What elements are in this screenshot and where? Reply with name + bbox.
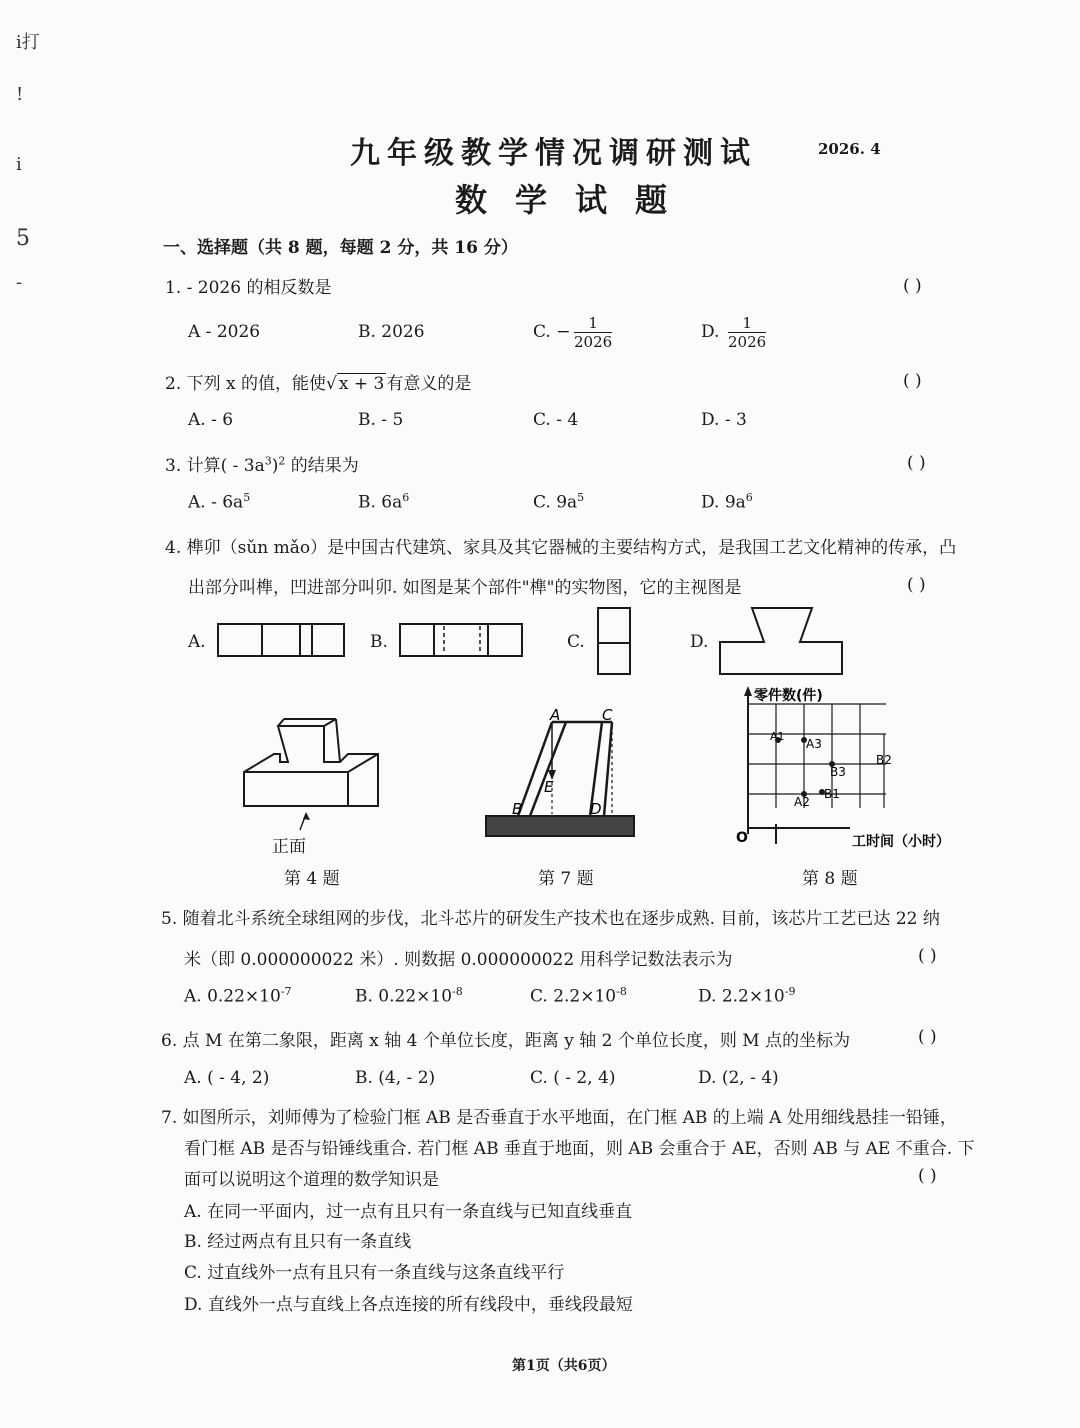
q2-stem-post: 有意义的是 [386, 374, 472, 394]
margin-mark-5: - [16, 272, 23, 293]
q2-option-c[interactable]: C. - 4 [533, 410, 579, 430]
q5-option-d[interactable] [698, 985, 795, 1007]
q6-option-c[interactable]: C. ( - 2, 4) [530, 1068, 616, 1088]
q4-line2: 出部分叫榫，凹进部分叫卯. 如图是某个部件"榫"的实物图，它的主视图是 [188, 578, 742, 598]
q1-d-numerator: 1 [728, 314, 766, 333]
q2-option-d[interactable]: D. - 3 [701, 410, 747, 430]
q7-line3: 面可以说明这个道理的数学知识是 [184, 1170, 439, 1190]
q5-line2: 米（即 0.000000022 米）. 则数据 0.000000022 用科学记数法表示为 [184, 950, 733, 970]
q5-a-text: A. 0.22×10 [184, 986, 281, 1007]
q5-d-text: D. 2.2×10 [698, 986, 785, 1007]
q1-option-c[interactable]: C. − [533, 322, 571, 342]
q3-c-text: C. 9a [533, 492, 578, 513]
fig8-ylabel: 零件数(件) [754, 688, 823, 704]
q4-option-c-drawing [596, 606, 632, 676]
q3-answer-paren[interactable]: ( ) [907, 453, 926, 473]
q3-option-c[interactable] [533, 491, 584, 513]
q7-line2: 看门框 AB 是否与铅锤线重合. 若门框 AB 垂直于地面，则 AB 会重合于 AE，否则 AB 与 AE 不重合. 下 [184, 1139, 975, 1159]
fig4-front-label: 正面 [272, 837, 306, 857]
q7-option-c[interactable]: C. 过直线外一点有且只有一条直线与这条直线平行 [184, 1263, 565, 1283]
q4-option-d-drawing [718, 606, 846, 676]
q2-stem [165, 369, 471, 394]
q5-c-text: C. 2.2×10 [530, 986, 617, 1007]
q5-b-sup: -8 [452, 985, 463, 998]
q5-b-text: B. 0.22×10 [355, 986, 453, 1007]
exam-date: 2026. 4 [818, 140, 881, 158]
fig8-origin: O [736, 830, 748, 846]
q3-b-sup: 6 [402, 491, 410, 504]
q1-c-numerator: 1 [574, 314, 612, 333]
q3-a-text: A. - 6a [188, 492, 244, 513]
q4-option-a[interactable]: A. [188, 632, 206, 652]
fig8-label-b3: B3 [830, 765, 846, 779]
fig8-label-a3: A3 [806, 737, 822, 751]
fig8-caption: 第 8 题 [802, 869, 858, 889]
q3-c-sup: 5 [577, 491, 585, 504]
fig8-label-a1: A1 [770, 730, 785, 743]
margin-mark-2: ! [16, 84, 24, 105]
q6-stem: 6. 点 M 在第二象限，距离 x 轴 4 个单位长度，距离 y 轴 2 个单位长度，则 M 点的坐标为 [161, 1031, 851, 1051]
fig8-xlabel: 工时间（小时） [852, 834, 950, 850]
q2-option-b[interactable]: B. - 5 [358, 410, 404, 430]
q1-d-denominator: 2026 [728, 333, 767, 351]
fig7-drawing [482, 706, 638, 838]
exam-subtitle: 数学试题 [455, 181, 696, 219]
fig7-label-c: C [602, 706, 613, 724]
q1-option-d[interactable]: D. [701, 322, 720, 342]
margin-mark-4: 5 [16, 226, 30, 251]
q3-option-d[interactable] [701, 491, 753, 513]
q1-option-a[interactable]: A - 2026 [188, 322, 261, 342]
q4-option-c[interactable]: C. [567, 632, 585, 652]
margin-mark-3: i [16, 154, 22, 175]
q6-answer-paren[interactable]: ( ) [918, 1027, 937, 1047]
q4-option-b-drawing [398, 622, 524, 658]
fig7-label-d: D [590, 800, 602, 818]
exam-title: 九年级教学情况调研测试 [350, 136, 757, 171]
fig7-caption: 第 7 题 [538, 869, 594, 889]
q3-stem-pre: 3. 计算( - 3a [165, 456, 265, 476]
q3-b-text: B. 6a [358, 492, 403, 513]
fig4-caption: 第 4 题 [284, 869, 340, 889]
margin-mark-1: i打 [16, 32, 40, 53]
fig8-label-b1: B1 [824, 787, 840, 801]
q6-option-b[interactable]: B. (4, - 2) [355, 1068, 436, 1088]
q7-line1: 7. 如图所示，刘师傅为了检验门框 AB 是否垂直于水平地面，在门框 AB 的上端 A 处用细线悬挂一铅锤， [161, 1108, 957, 1128]
fig8-label-b2: B2 [876, 753, 892, 767]
fig8-label-a2: A2 [794, 795, 810, 809]
q3-option-b[interactable] [358, 491, 409, 513]
q5-option-a[interactable] [184, 985, 292, 1007]
q5-a-sup: -7 [280, 985, 292, 998]
q1-option-c-fraction [574, 314, 612, 351]
q3-sup1: 3 [264, 454, 272, 468]
q4-option-b[interactable]: B. [370, 632, 388, 652]
q7-answer-paren[interactable]: ( ) [918, 1166, 937, 1186]
q5-answer-paren[interactable]: ( ) [918, 946, 937, 966]
q3-d-sup: 6 [745, 491, 753, 504]
q5-option-c[interactable] [530, 985, 627, 1007]
section-heading: 一、选择题（共 8 题，每题 2 分，共 16 分） [163, 238, 518, 258]
q5-c-sup: -8 [616, 985, 627, 998]
q2-radicand: x + 3 [338, 374, 385, 394]
q1-answer-paren[interactable]: ( ) [903, 276, 922, 296]
q7-option-a[interactable]: A. 在同一平面内，过一点有且只有一条直线与已知直线垂直 [184, 1202, 633, 1222]
q4-option-a-drawing [216, 622, 346, 658]
fig8-drawing [726, 684, 966, 854]
q5-line1: 5. 随着北斗系统全球组网的步伐，北斗芯片的研发生产技术也在逐步成熟. 目前，该芯片工艺已达 22 纳 [161, 909, 940, 929]
q3-stem [165, 451, 359, 476]
q4-option-d[interactable]: D. [690, 632, 709, 652]
q3-d-text: D. 9a [701, 492, 746, 513]
page-footer: 第1页（共6页） [512, 1358, 616, 1374]
fig4-drawing [240, 714, 385, 834]
q6-option-a[interactable]: A. ( - 4, 2) [184, 1068, 270, 1088]
fig7-label-a: A [550, 706, 561, 724]
q7-option-b[interactable]: B. 经过两点有且只有一条直线 [184, 1232, 412, 1252]
q5-option-b[interactable] [355, 985, 463, 1007]
q3-stem-mid: ) [271, 456, 279, 476]
q7-option-d[interactable]: D. 直线外一点与直线上各点连接的所有线段中，垂线段最短 [184, 1295, 633, 1315]
q5-d-sup: -9 [784, 985, 796, 998]
sqrt-sign: √ [326, 374, 337, 394]
q3-stem-post: 的结果为 [285, 456, 359, 476]
q4-answer-paren[interactable]: ( ) [907, 575, 926, 595]
q2-answer-paren[interactable]: ( ) [903, 371, 922, 391]
q3-option-a[interactable] [188, 491, 250, 513]
q6-option-d[interactable]: D. (2, - 4) [698, 1068, 779, 1088]
q1-option-b[interactable]: B. 2026 [358, 322, 425, 342]
q1-option-d-fraction [728, 314, 766, 351]
q1-c-denominator: 2026 [574, 333, 613, 351]
q2-option-a[interactable]: A. - 6 [188, 410, 234, 430]
q1-stem: 1. - 2026 的相反数是 [165, 278, 332, 298]
q3-a-sup: 5 [243, 491, 251, 504]
q3-sup2: 2 [278, 454, 286, 468]
fig7-label-b: B [512, 800, 523, 818]
q2-stem-pre: 2. 下列 x 的值，能使 [165, 374, 327, 394]
q4-line1: 4. 榫卯（sǔn mǎo）是中国古代建筑、家具及其它器械的主要结构方式，是我国工艺文化精神的传承，凸 [165, 538, 957, 558]
fig7-label-e: E [544, 778, 554, 796]
